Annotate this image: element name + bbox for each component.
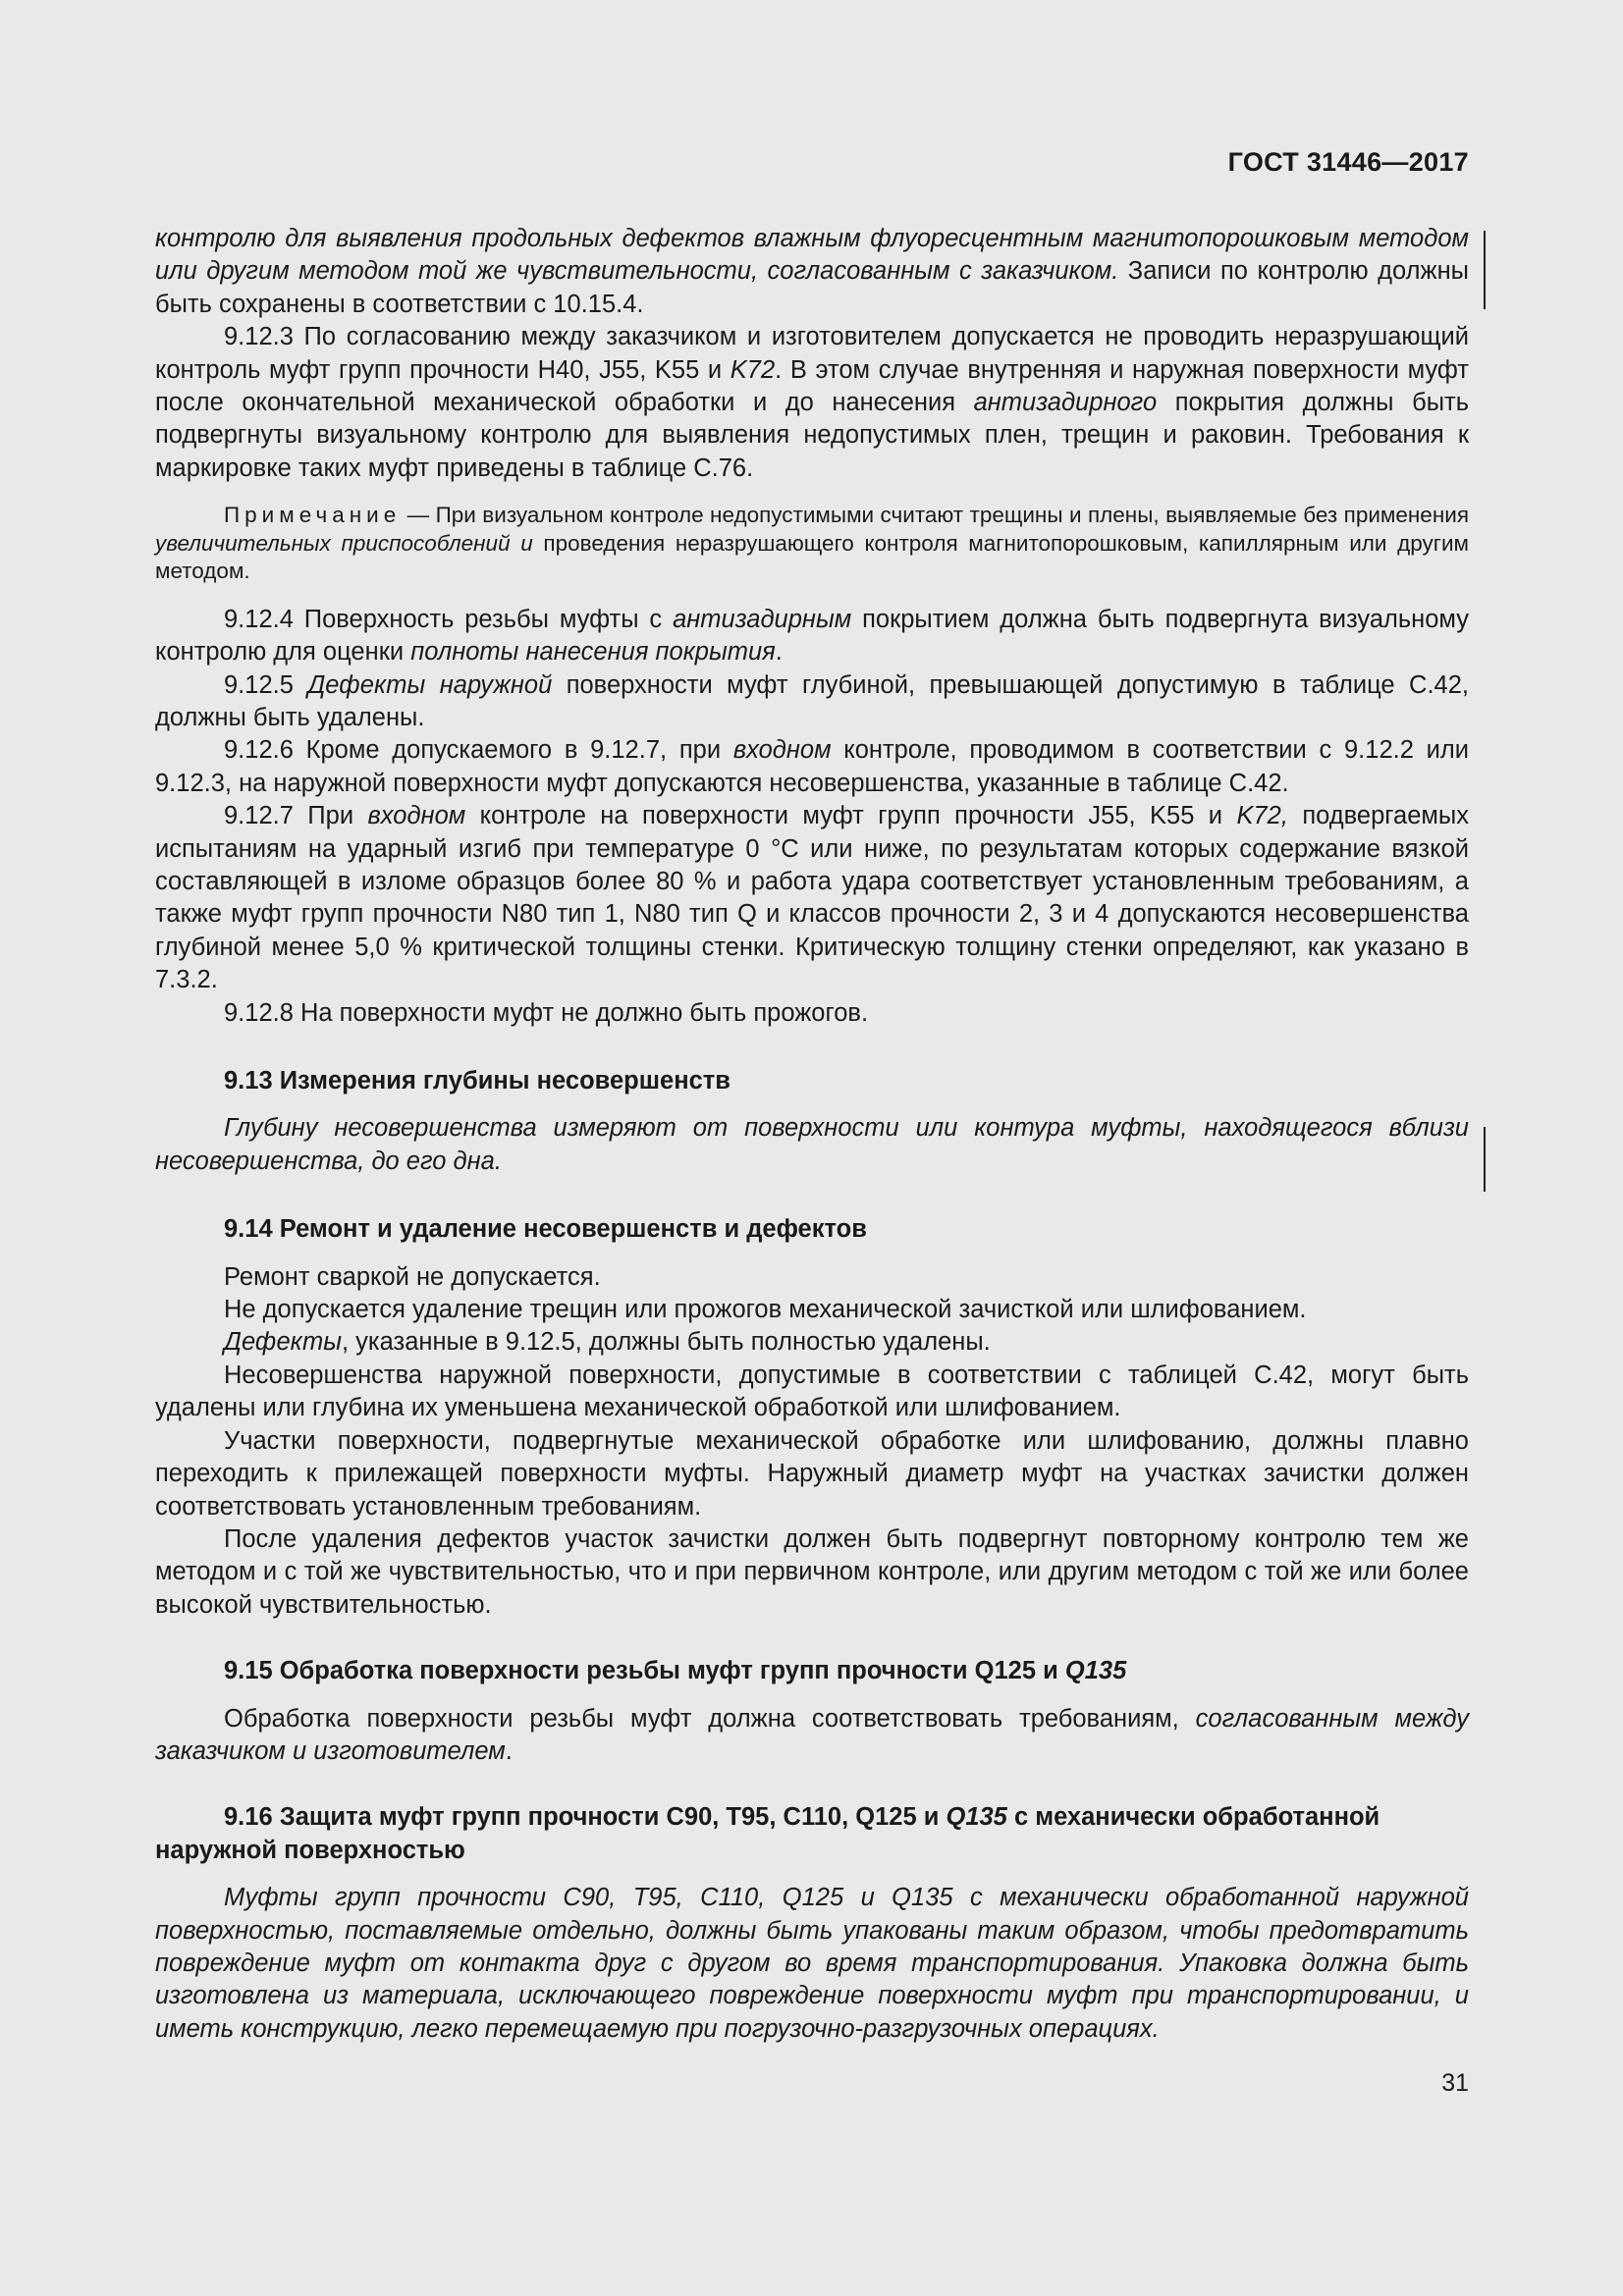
- paragraph-9-12-3: 9.12.3 По согласованию между заказчиком и изготовителем допускается не проводить неразрушающий контроль муфт групп прочности H40, J55, K55 и K72. В этом случае внутренняя и наружная поверхности муфт после окончательной механической обработки и до нанесения антизадирного покрытия должны быть подвергнуты визуальному контролю для выявления недопустимых плен, трещин и раковин. Требования к маркировке таких муфт приведены в таблице С.76.: [155, 323, 1469, 482]
- paragraph-9-13: Глубину несовершенства измеряют от поверхности или контура муфты, находящегося вблизи несовершенства, до его дна.: [155, 1114, 1469, 1175]
- document-code: ГОСТ 31446—2017: [1227, 147, 1469, 177]
- change-bar: [1484, 1127, 1486, 1192]
- note-label: Примечание: [224, 503, 402, 528]
- paragraph-9-14-2: Не допускается удаление трещин или прожогов механической зачисткой или шлифованием.: [224, 1296, 1307, 1324]
- paragraph-9-12-7: 9.12.7 При входном контроле на поверхности муфт групп прочности J55, K55 и K72, подвергаемых испытаниям на ударный изгиб при температуре 0 °С или ниже, по результатам которых содержание вязкой составляющей в изломе образцов более 80 % и работа удара соответствует установленным требованиям, а также муфт групп прочности N80 тип 1, N80 тип Q и классов прочности 2, 3 и 4 допускаются несовершенства глубиной менее 5,0 % критической толщины стенки. Критическую толщину стенки определяют, как указано в 7.3.2.: [155, 802, 1469, 994]
- document-body: [155, 223, 1469, 2046]
- note: Примечание — При визуальном контроле недопустимыми считают трещины и плены, выявляемые без применения увеличительных приспособлений и проведения неразрушающего контроля магнитопорошковым, капиллярным или другим методом.: [155, 503, 1469, 584]
- paragraph-9-14-6: После удаления дефектов участок зачистки должен быть подвергнут повторному контролю тем же методом и с той же чувствительностью, что и при первичном контроле, или другим методом с той же или более высокой чувствительностью.: [155, 1524, 1469, 1619]
- paragraph-9-14-5: Участки поверхности, подвергнутые механической обработке или шлифованию, должны плавно переходить к прилежащей поверхности муфты. Наружный диаметр муфт на участках зачистки должен соответствовать установленным требованиям.: [155, 1426, 1469, 1521]
- paragraph-9-14-3: Дефекты, указанные в 9.12.5, должны быть полностью удалены.: [224, 1328, 991, 1357]
- section-heading-9-14: 9.14 Ремонт и удаление несовершенств и дефектов: [224, 1215, 867, 1244]
- change-bar: [1484, 231, 1486, 309]
- section-heading-9-13: 9.13 Измерения глубины несовершенств: [224, 1067, 730, 1095]
- paragraph-9-16: Муфты групп прочности С90, Т95, С110, Q125 и Q135 с механически обработанной наружной поверхностью, поставляемые отдельно, должны быть упакованы таким образом, чтобы предотвратить повреждение муфт от контакта друг с другом во время транспортирования. Упаковка должна быть изготовлена из материала, исключающего повреждение поверхности муфт при транспортировании, и иметь конструкцию, легко перемещаемую при погрузочно-разгрузочных операциях.: [155, 1884, 1469, 2043]
- paragraph-continuation: контролю для выявления продольных дефектов влажным флуоресцентным магнитопорошковым методом или другим методом той же чувствительности, согласованным с заказчиком. Записи по контролю должны быть сохранены в соответствии с 10.15.4.: [155, 225, 1469, 318]
- paragraph-9-14-4: Несовершенства наружной поверхности, допустимые в соответствии с таблицей С.42, могут быть удалены или глубина их уменьшена механической обработкой или шлифованием.: [155, 1361, 1469, 1422]
- paragraph-9-12-4: 9.12.4 Поверхность резьбы муфты с антизадирным покрытием должна быть подвергнута визуальному контролю для оценки полноты нанесения покрытия.: [155, 605, 1469, 667]
- paragraph-9-12-8: 9.12.8 На поверхности муфт не должно быть прожогов.: [224, 998, 869, 1027]
- section-heading-9-16: 9.16 Защита муфт групп прочности С90, Т95, С110, Q125 и Q135 с механически обработанной наружной поверхностью: [155, 1803, 1380, 1864]
- page-number: 31: [1441, 2069, 1469, 2097]
- paragraph-9-14-1: Ремонт сваркой не допускается.: [224, 1262, 601, 1291]
- paragraph-9-12-6: 9.12.6 Кроме допускаемого в 9.12.7, при входном контроле, проводимом в соответствии с 9.12.2 или 9.12.3, на наружной поверхности муфт допускаются несовершенства, указанные в таблице С.42.: [155, 736, 1469, 797]
- paragraph-9-15: Обработка поверхности резьбы муфт должна соответствовать требованиям, согласованным между заказчиком и изготовителем.: [155, 1704, 1469, 1765]
- paragraph-9-12-5: 9.12.5 Дефекты наружной поверхности муфт глубиной, превышающей допустимую в таблице С.42, должны быть удалены.: [155, 670, 1469, 731]
- section-heading-9-15: 9.15 Обработка поверхности резьбы муфт групп прочности Q125 и Q135: [224, 1657, 1127, 1685]
